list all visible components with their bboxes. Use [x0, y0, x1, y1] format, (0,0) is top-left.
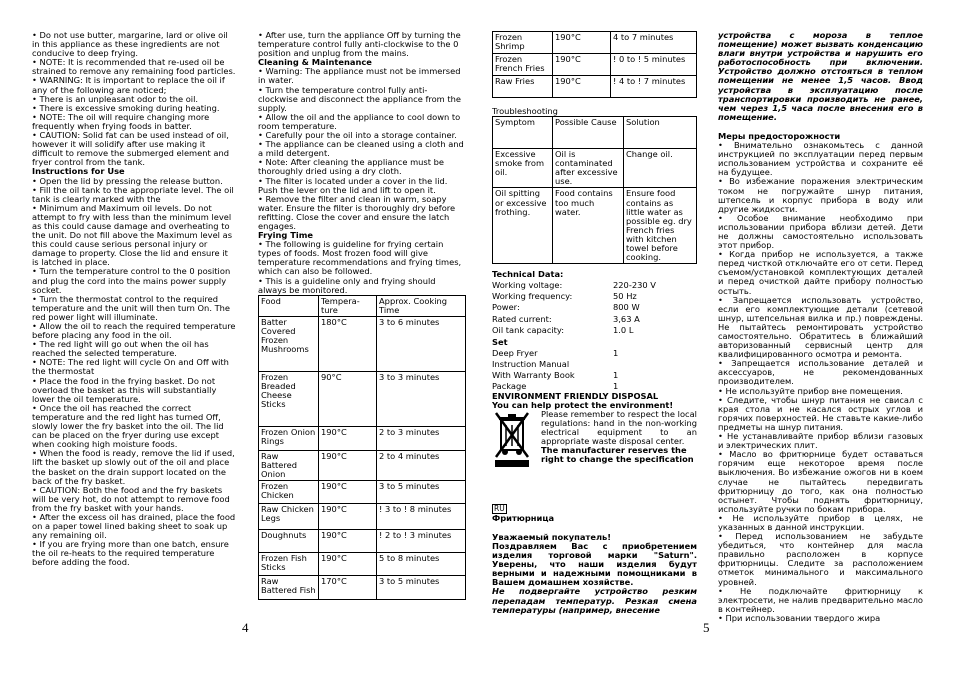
cleaning-list	[258, 67, 466, 231]
spec-label: Rated current:	[492, 313, 552, 324]
instruction-item: • Once the oil has reached the correct temperature and the red light has turned Off, slowly lower the fry basket into the oil. The lid can be placed on the fryer during use except when cooking high moisture foods.	[32, 402, 224, 450]
precaution-item: • Во избежание поражения электрическим током не погружайте шнур питания, штепсель и корпус прибора в воду или другие жидкости.	[718, 176, 923, 214]
table-row	[493, 188, 697, 264]
table-cell: ! 3 to ! 8 minutes	[377, 504, 466, 530]
cleaning-item: • Carefully pour the oil into a storage container.	[258, 130, 457, 141]
table-cell: Oil is contaminated after excessive use.	[553, 149, 624, 188]
table-cell: Frozen Onion Rings	[259, 426, 319, 450]
instruction-item: • Fill the oil tank to the appropriate level. The oil tank is clearly marked with the	[32, 184, 234, 204]
table-row	[259, 530, 466, 553]
frying-time-heading: Frying Time	[258, 230, 313, 241]
precaution-item: • При использовании твердого жира	[718, 612, 881, 623]
column-3	[492, 31, 697, 615]
spec-label: Package	[492, 380, 527, 391]
table-row	[493, 32, 697, 54]
instructions-heading: Instructions for Use	[32, 166, 125, 177]
note-item: • NOTE: It is recommended that re-used oil be strained to remove any remaining food particles.	[32, 57, 236, 77]
table-cell: Ensure food contains as little water as possible eg. dry French fries with kitchen towel before cooking.	[624, 188, 697, 264]
spec-value: 1	[613, 369, 619, 380]
table-cell: 190°C	[553, 54, 611, 76]
note-item: • There is excessive smoking during heating.	[32, 102, 220, 113]
spec-row	[492, 325, 697, 336]
spec-label: Working voltage:	[492, 279, 563, 290]
ru-warning-part1: Не подвергайте устройство резким перепадам температур. Резкая смена температуры (например, внесение	[492, 586, 697, 615]
instruction-item: • If you are frying more than one batch, ensure the oil re-heats to the required temperature before adding the food.	[32, 539, 229, 568]
column-4	[718, 31, 923, 623]
table-cell: Change oil.	[624, 149, 697, 188]
after-use-item: • After use, turn the appliance Off by turning the temperature control fully anti-clockwise to the 0 position and unplug from the mains.	[258, 30, 461, 59]
tech-data-list	[492, 280, 697, 337]
table-cell: 90°C	[319, 371, 377, 426]
spec-value: 220-230 V	[613, 279, 656, 290]
note-item: • There is an unpleasant odor to the oil.	[32, 93, 199, 104]
table-cell: 190°C	[319, 553, 377, 576]
instruction-item: • Allow the oil to reach the required temperature before placing any food in the oil.	[32, 321, 236, 341]
set-heading: Set	[492, 336, 508, 347]
table-cell: Raw Chicken Legs	[259, 504, 319, 530]
note-item: • NOTE: The oil will require changing more frequently when frying foods in batter.	[32, 111, 210, 131]
instruction-item: • When the food is ready, remove the lid if used, lift the basket up slowly out of the oil and place the basket on the drain support located on the back of the fry basket.	[32, 448, 235, 486]
cleaning-heading: Cleaning & Maintenance	[258, 57, 372, 68]
instruction-item: • Turn the thermostat control to the required temperature and the unit will then turn On. The red power light will illuminate.	[32, 293, 231, 322]
instruction-item: • Open the lid by pressing the release button.	[32, 175, 223, 186]
table-cell: 3 to 6 minutes	[377, 316, 466, 371]
page-number-left: 4	[242, 620, 249, 635]
table-cell: Oil spitting or excessive frothing.	[493, 188, 553, 264]
precautions-heading: Меры предосторожности	[718, 130, 841, 141]
ru-warning-part2: устройства с мороза в теплое помещение) может вызвать конденсацию влаги внутри устройства и нарушить его работоспособность при включении. Устройство должно отстояться в теплом помещении не менее 1,5 часов. Ввод устройства в эксплуатацию после транспортировки производить не ранее, чем через 1,5 часа после внесения его в помещение.	[718, 30, 923, 122]
instruction-item: • Place the food in the frying basket. Do not overload the basket as this will substantially lower the oil temperature.	[32, 375, 217, 404]
precaution-item: • Внимательно ознакомьтесь с данной инструкцией по эксплуатации перед первым использованием устройства и сохраните её на будущее.	[718, 140, 923, 178]
table-row	[259, 553, 466, 576]
table-row	[493, 149, 697, 188]
precaution-item: • Перед использованием не забудьте убедиться, что контейнер для масла правильно расположен в корпусе фритюрницы. Следите за расположением отметок минимального и максимального уровней.	[718, 531, 923, 587]
spec-value: 800 W	[613, 302, 640, 313]
column-1	[32, 31, 237, 568]
manufacturer-reserves: The manufacturer reserves the right to change the specification	[541, 445, 694, 465]
table-cell: Frozen Shrimp	[493, 32, 553, 54]
note-item: • Do not use butter, margarine, lard or olive oil in this appliance as these ingredients are not conducive to deep frying.	[32, 30, 228, 59]
ru-greeting: Уважаемый покупатель!	[492, 531, 612, 542]
frying-note-item: • This is a guideline only and frying should always be monitored.	[258, 275, 436, 295]
instruction-item: • Turn the temperature control to the 0 position and plug the cord into the mains power supply socket.	[32, 266, 231, 295]
table-cell: 170°C	[319, 576, 377, 600]
instruction-item: • The red light will go out when the oil has reached the selected temperature.	[32, 339, 209, 359]
table-cell: 190°C	[553, 76, 611, 98]
spec-value: 1	[613, 380, 619, 391]
env-heading: ENVIRONMENT FRIENDLY DISPOSAL	[492, 390, 659, 401]
table-cell: Raw Fries	[493, 76, 553, 98]
table-row	[493, 54, 697, 76]
recycle-bin-icon	[492, 410, 532, 468]
table-cell: Frozen French Fries	[493, 54, 553, 76]
notes-list	[32, 31, 237, 167]
table-row	[259, 316, 466, 371]
table-cell: 4 to 7 minutes	[611, 32, 697, 54]
frying-time-table-cont	[492, 31, 697, 98]
table-cell: Raw Battered Fish	[259, 576, 319, 600]
table-cell: Batter Covered Frozen Mushrooms	[259, 316, 319, 371]
spec-row	[492, 348, 697, 359]
precaution-item: • Запрещается использование деталей и аксессуаров, не рекомендованных производителем.	[718, 358, 923, 387]
table-cell: Doughnuts	[259, 530, 319, 553]
instructions-list	[32, 177, 237, 568]
troubleshooting-label: Troubleshooting	[492, 106, 558, 116]
precaution-item: • Не используйте прибор в целях, не указанных в данной инструкции.	[718, 512, 923, 532]
troubleshooting-table	[492, 116, 697, 264]
cleaning-item: • Remove the filter and clean in warm, soapy water. Ensure the filter is thoroughly dry before refitting. Close the cover and ensure the latch engages.	[258, 193, 456, 231]
precautions-list	[718, 141, 923, 623]
table-row	[259, 426, 466, 450]
frying-note-item: • The following is guideline for frying certain types of foods. Most frozen food will give temperature recommendations and frying times, which can also be followed.	[258, 239, 462, 277]
table-header-cell: Food	[259, 295, 319, 316]
spec-label: Power:	[492, 302, 520, 313]
table-cell: 190°C	[553, 32, 611, 54]
table-row	[259, 576, 466, 600]
table-cell: Frozen Chicken	[259, 481, 319, 504]
env-block	[492, 410, 697, 474]
table-cell: 5 to 8 minutes	[377, 553, 466, 576]
instruction-item: • CAUTION: Both the food and the fry baskets will be very hot, do not attempt to remove food from the fry basket with your hands.	[32, 484, 230, 513]
ru-title: Фритюрница	[492, 512, 555, 523]
spec-value: 50 Hz	[613, 290, 637, 301]
table-header-cell: Solution	[624, 117, 697, 149]
spec-label: Working frequency:	[492, 290, 573, 301]
spec-label: Instruction Manual	[492, 358, 570, 369]
table-header-cell: Approx. Cooking Time	[377, 295, 466, 316]
table-cell: 3 to 5 minutes	[377, 481, 466, 504]
note-item: • CAUTION: Solid fat can be used instead of oil, however it will solidify after use making it difficult to remove the submerged element and fryer control from the tank.	[32, 130, 230, 168]
instruction-item: • Minimum and Maximum oil levels. Do not attempt to fry with less than the minimum level as this could cause damage and overheating to the unit. Do not fill above the Maximum level as this could cause serious personal injury or damage to property. Close the lid and ensure it is latched in place.	[32, 202, 233, 268]
table-cell: 3 to 5 minutes	[377, 576, 466, 600]
table-row	[259, 504, 466, 530]
env-subheading: You can help protect the environment!	[492, 399, 674, 410]
spec-value: 1	[613, 347, 619, 358]
table-cell: Food contains too much water.	[553, 188, 624, 264]
precaution-item: • Масло во фритюрнице будет оставаться горячим еще некоторое время после выключения. Во избежание ожогов ни в коем случае не пытайтесь передвигать фритюрницу до того, как она полностью остынет. Чтобы поднять фритюрницу, используйте ручки по бокам прибора.	[718, 449, 923, 514]
table-cell: 190°C	[319, 504, 377, 530]
spec-value: 3,63 A	[613, 313, 640, 324]
spec-row	[492, 370, 697, 381]
precaution-item: • Запрещается использовать устройство, если его комплектующие детали (сетевой шнур, штепсельная вилка и пр.) повреждены. Не пытайтесь ремонтировать устройство самостоятельно. Обратитесь в ближайший авторизованный сервисный центр для квалифицированного осмотра и ремонта.	[718, 294, 923, 360]
tech-heading: Technical Data:	[492, 269, 564, 280]
ru-congrats: Поздравляем Вас с приобретением изделия торговой марки "Saturn". Уверены, что наши изделия будут верными и надежными помощниками в Вашем домашнем хозяйстве.	[492, 540, 697, 588]
table-row	[259, 481, 466, 504]
table-row	[259, 450, 466, 480]
language-tag: RU	[494, 503, 505, 513]
frying-notes	[258, 240, 466, 295]
table-cell: ! 4 to ! 7 minutes	[611, 76, 697, 98]
precaution-item: • Следите, чтобы шнур питания не свисал с края стола и не касался острых углов и горячих поверхностей. Не ставьте какие-либо предметы на шнур питания.	[718, 394, 923, 432]
table-cell: 2 to 3 minutes	[377, 426, 466, 450]
table-cell: 190°C	[319, 450, 377, 480]
cleaning-item: • Allow the oil and the appliance to cool down to room temperature.	[258, 111, 461, 131]
instruction-item: • After the excess oil has drained, place the food on a paper towel lined baking sheet to soak up any remaining oil.	[32, 511, 236, 541]
table-cell: 190°C	[319, 481, 377, 504]
set-list	[492, 348, 697, 392]
precaution-item: • Особое внимание необходимо при использовании прибора вблизи детей. Дети не должны самостоятельно использовать этот прибор.	[718, 212, 923, 251]
column-2	[258, 31, 466, 600]
table-cell: ! 2 to ! 3 minutes	[377, 530, 466, 553]
table-cell: Frozen Fish Sticks	[259, 553, 319, 576]
table-cell: Raw Battered Onion	[259, 450, 319, 480]
spec-label: With Warranty Book	[492, 369, 575, 380]
cleaning-item: • The appliance can be cleaned using a cloth and a mild detergent.	[258, 139, 464, 159]
table-cell: 190°C	[319, 426, 377, 450]
cleaning-item: • Turn the temperature control fully anti-clockwise and disconnect the appliance from the supply.	[258, 84, 462, 113]
after-use-list	[258, 31, 466, 58]
table-row	[493, 76, 697, 98]
spec-value: 1.0 L	[613, 325, 634, 336]
frying-time-table	[258, 295, 466, 600]
spec-row	[492, 280, 697, 291]
spec-row	[492, 314, 697, 325]
table-cell: Frozen Breaded Cheese Sticks	[259, 371, 319, 426]
cleaning-item: • Warning: The appliance must not be immersed in water.	[258, 66, 461, 86]
spec-row	[492, 359, 697, 370]
spec-row	[492, 381, 697, 392]
table-cell: Excessive smoke from oil.	[493, 149, 553, 188]
table-header-cell: Symptom	[493, 117, 553, 149]
precaution-item: • Не используйте прибор вне помещения.	[718, 385, 903, 396]
spec-label: Deep Fryer	[492, 347, 538, 358]
table-header-cell: Tempera-ture	[319, 295, 377, 316]
instruction-item: • NOTE: The red light will cycle On and Off with the thermostat	[32, 357, 229, 377]
table-cell: 3 to 3 minutes	[377, 371, 466, 426]
spec-row	[492, 302, 697, 313]
env-text: Please remember to respect the local regulations: hand in the non-working electrical equipment to an appropriate waste disposal center.	[541, 408, 697, 447]
table-cell: 180°C	[319, 316, 377, 371]
cleaning-item: • Note: After cleaning the appliance must be thoroughly dried using a dry cloth.	[258, 157, 444, 177]
table-cell: 2 to 4 minutes	[377, 450, 466, 480]
spec-row	[492, 291, 697, 302]
cleaning-item: • The filter is located under a cover in the lid. Push the lever on the lid and lift to open it.	[258, 175, 448, 195]
precaution-item: • Не устанавливайте прибор вблизи газовых и электрических плит.	[718, 431, 923, 451]
precaution-item: • Когда прибор не используется, а также перед чисткой отключайте его от сети. Перед съемом/установкой комплектующих деталей и перед очисткой дайте прибору полностью остыть.	[718, 249, 923, 296]
table-cell: 190°C	[319, 530, 377, 553]
table-header-cell: Possible Cause	[553, 117, 624, 149]
page-number-right: 5	[703, 620, 710, 635]
table-cell: ! 0 to ! 5 minutes	[611, 54, 697, 76]
precaution-item: • Не подключайте фритюрницу к электросети, не налив предварительно масло в контейнер.	[718, 585, 923, 614]
spec-label: Oil tank capacity:	[492, 325, 565, 336]
table-row	[259, 371, 466, 426]
note-item: • WARNING: It is important to replace the oil if any of the following are noticed;	[32, 75, 225, 95]
